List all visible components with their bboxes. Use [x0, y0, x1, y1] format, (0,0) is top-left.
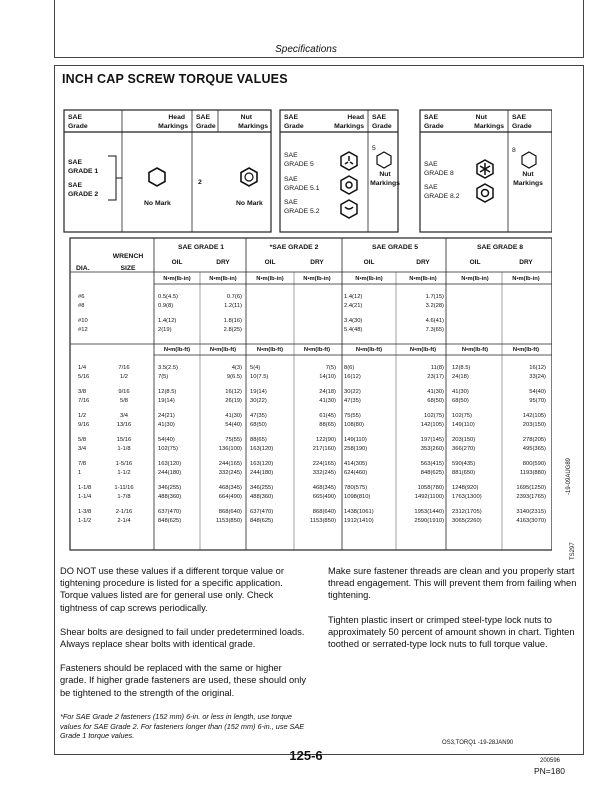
cell-value: 637(470): [158, 509, 182, 515]
hdr-sae-grade-5: SAE: [424, 114, 438, 121]
cell-value: 149(110): [452, 422, 475, 428]
hex-head-grade8-icon: [477, 160, 493, 178]
cell-wrench: 1-11/16: [114, 485, 134, 491]
hdr-sae-grade-3b: Grade: [284, 123, 304, 130]
hdr-sae-grade-4: SAE: [372, 114, 386, 121]
cell-value: 800(590): [522, 461, 546, 467]
th-unit-in: N•m(lb-in): [461, 276, 489, 282]
cell-dia: 1: [78, 470, 82, 476]
cell-value: 848(625): [420, 470, 444, 476]
cell-value: 2.4(21): [344, 303, 363, 309]
small-number: 200596: [540, 758, 561, 764]
table-row: [78, 389, 546, 395]
torque-table: [70, 238, 552, 550]
cell-value: 468(345): [218, 485, 242, 491]
cell-dia: #8: [78, 303, 85, 309]
cell-dia: 7/8: [78, 461, 87, 467]
g2-nut: Nut: [379, 171, 391, 178]
th-oil: OIL: [264, 259, 276, 266]
th-unit-in: N•m(lb-in): [303, 276, 331, 282]
section-title: INCH CAP SCREW TORQUE VALUES: [62, 72, 288, 86]
cell-value: 68(50): [427, 398, 444, 404]
cell-value: 1492(1100): [414, 494, 444, 500]
cell-value: 5.4(48): [344, 327, 363, 333]
cell-value: 8(6): [344, 365, 355, 371]
cell-wrench: 7/16: [118, 365, 130, 371]
hdr-sae-grade-1b: Grade: [68, 123, 88, 130]
side-code: -19-09AUG89: [566, 457, 572, 495]
cell-value: 54(40): [158, 437, 175, 443]
cell-value: 780(575): [344, 485, 368, 491]
hdr-sae-grade-6: SAE: [512, 114, 526, 121]
cell-dia: 1/4: [78, 365, 87, 371]
hex-head-grade52-icon: [341, 200, 357, 218]
cell-value: 366(270): [452, 446, 476, 452]
cell-value: 9(6.5): [226, 374, 242, 380]
cell-value: 16(12): [344, 374, 361, 380]
header-rule: [54, 57, 584, 58]
table-row: [78, 398, 546, 404]
cell-value: 163(120): [250, 446, 274, 452]
cell-value: 41(30): [319, 398, 336, 404]
cell-dia: 3/4: [78, 446, 87, 452]
cell-value: 19(14): [158, 398, 175, 404]
cell-value: 12(8.5): [452, 365, 471, 371]
cell-value: 102(75): [158, 446, 178, 452]
hdr-sae-grade-4b: Grade: [372, 123, 392, 130]
cell-value: 244(180): [250, 470, 274, 476]
g1-grade-nut: 2: [198, 179, 202, 186]
cell-value: 203(150): [522, 422, 546, 428]
cell-dia: 7/16: [78, 398, 90, 404]
cell-value: 258(190): [344, 446, 368, 452]
cell-value: 1.4(12): [344, 294, 363, 300]
table-row: [78, 470, 546, 476]
torque-figure: [62, 104, 552, 552]
cell-value: 3.4(30): [344, 318, 363, 324]
cell-value: 102(75): [452, 413, 472, 419]
g1-sae: SAE: [68, 159, 82, 166]
cell-value: 848(625): [250, 518, 274, 524]
cell-value: 563(415): [420, 461, 444, 467]
th-unit-in: N•m(lb-in): [163, 276, 191, 282]
cell-dia: 9/16: [78, 422, 90, 428]
th-wrench: WRENCH: [112, 253, 144, 260]
cell-dia: 1-3/8: [78, 509, 92, 515]
cell-value: 54(40): [225, 422, 242, 428]
cell-value: 30(22): [250, 398, 267, 404]
cell-value: 7.3(65): [425, 327, 444, 333]
cell-value: 88(65): [319, 422, 336, 428]
g3-grade82: GRADE 8.2: [424, 193, 460, 200]
cell-value: 346(255): [250, 485, 274, 491]
paragraph-threads: Make sure fastener threads are clean and you properly start thread engagement. This will prevent them from failing when tightening.: [328, 566, 577, 601]
cell-value: 136(100): [218, 446, 242, 452]
th-grade: *SAE GRADE 2: [269, 244, 319, 251]
cell-value: 75(55): [225, 437, 242, 443]
cell-value: 3.5(2.5): [158, 365, 178, 371]
hdr-head-markings-2b: Markings: [334, 123, 364, 130]
g2-sae52: SAE: [284, 199, 298, 206]
cell-value: 122(90): [316, 437, 336, 443]
cell-value: 88(65): [250, 437, 267, 443]
cell-value: 16(12): [225, 389, 242, 395]
cell-wrench: 15/16: [116, 437, 132, 443]
cell-wrench: 3/4: [119, 413, 129, 419]
g2-grade5: GRADE 5: [284, 161, 314, 168]
cell-value: 68(50): [452, 398, 469, 404]
cell-wrench: 5/8: [119, 398, 129, 404]
cell-value: 16(12): [529, 365, 546, 371]
cell-dia: #6: [78, 294, 85, 300]
file-code: OS3,TORQ1 -19-28JAN90: [442, 740, 514, 746]
th-grade: SAE GRADE 8: [476, 244, 524, 251]
hex-head-plain-icon: [149, 168, 165, 186]
th-wrench-size: SIZE: [120, 265, 136, 272]
g1-sae2: SAE: [68, 182, 82, 189]
cell-value: 2393(1765): [516, 494, 546, 500]
th-unit-ft: N•m(lb-ft): [355, 347, 383, 353]
cell-value: 3140(2315): [516, 509, 546, 515]
cell-value: 664(490): [218, 494, 242, 500]
cell-value: 332(245): [312, 470, 336, 476]
cell-value: 163(120): [250, 461, 274, 467]
hdr-sae-grade-2: SAE: [196, 114, 210, 121]
cell-dia: 1/2: [78, 413, 87, 419]
cell-wrench: 1-5/16: [115, 461, 133, 467]
cell-value: 488(360): [250, 494, 274, 500]
table-row: [78, 422, 546, 428]
hex-nut-grade8-icon: [522, 152, 536, 168]
cell-wrench: 9/16: [118, 389, 130, 395]
cell-value: 41(30): [158, 422, 175, 428]
th-unit-ft: N•m(lb-ft): [209, 347, 237, 353]
cell-value: 5(4): [250, 365, 261, 371]
th-oil: OIL: [363, 259, 375, 266]
cell-value: 197(145): [420, 437, 444, 443]
cell-value: 102(75): [424, 413, 444, 419]
cell-dia: 1-1/2: [78, 518, 92, 524]
cell-value: 1248(920): [452, 485, 479, 491]
page-number: 125-6: [289, 748, 323, 763]
cell-value: 61(45): [319, 413, 336, 419]
cell-value: 41(30): [452, 389, 469, 395]
cell-value: 4163(3070): [516, 518, 546, 524]
cell-value: 24(18): [452, 374, 469, 380]
hdr-nut-markings-b: Markings: [238, 123, 268, 130]
cell-wrench: 1-1/2: [117, 470, 131, 476]
hdr-head-markings: Head: [168, 114, 185, 121]
g3-sae82: SAE: [424, 184, 438, 191]
th-unit-ft: N•m(lb-ft): [461, 347, 489, 353]
cell-value: 848(625): [158, 518, 182, 524]
cell-value: 488(360): [158, 494, 182, 500]
hex-nut-grade5-icon: [377, 152, 391, 168]
g1-no-mark-nut: No Mark: [236, 200, 263, 207]
side-id: TS297: [570, 542, 576, 560]
th-unit-in: N•m(lb-in): [209, 276, 237, 282]
hdr-sae-grade-1: SAE: [68, 114, 82, 121]
cell-value: 47(35): [250, 413, 267, 419]
cell-value: 33(24): [529, 374, 546, 380]
g2-grade-nut: 5: [372, 145, 376, 152]
th-dry: DRY: [416, 259, 430, 266]
cell-value: 14(10): [319, 374, 336, 380]
th-dry: DRY: [310, 259, 324, 266]
table-row: [78, 446, 546, 452]
g1-no-mark-head: No Mark: [144, 200, 171, 207]
cell-value: 468(345): [312, 485, 336, 491]
cell-value: 1953(1440): [414, 509, 444, 515]
cell-value: 332(245): [218, 470, 242, 476]
cell-value: 30(22): [344, 389, 361, 395]
hex-head-grade82-icon: [477, 184, 493, 202]
th-oil: OIL: [171, 259, 183, 266]
cell-value: 1.8(16): [223, 318, 242, 324]
cell-dia: 3/8: [78, 389, 87, 395]
hdr-sae-grade-3: SAE: [284, 114, 298, 121]
cell-value: 0.9(8): [158, 303, 174, 309]
cell-value: 142(105): [522, 413, 546, 419]
th-unit-ft: N•m(lb-ft): [303, 347, 331, 353]
cell-value: 2(19): [158, 327, 172, 333]
cell-value: 495(365): [522, 446, 546, 452]
cell-value: 26(19): [225, 398, 242, 404]
g3-markings: Markings: [513, 180, 543, 187]
cell-value: 95(70): [529, 398, 546, 404]
th-dry: DRY: [216, 259, 230, 266]
cell-value: 637(470): [250, 509, 274, 515]
table-row: [78, 413, 546, 419]
th-unit-in: N•m(lb-in): [355, 276, 383, 282]
cell-value: 68(50): [250, 422, 267, 428]
cell-value: 868(640): [312, 509, 336, 515]
g1-grade1: GRADE 1: [68, 168, 99, 175]
cell-value: 353(260): [420, 446, 444, 452]
cell-value: 11(8): [430, 365, 444, 371]
table-row: [78, 318, 444, 324]
cell-wrench: 13/16: [116, 422, 132, 428]
cell-value: 2590(1910): [414, 518, 444, 524]
paragraph-shear-bolts: Shear bolts are designed to fail under predetermined loads. Always replace shear bolts with identical grade.: [60, 626, 305, 650]
hdr-head-markings-b: Markings: [158, 123, 188, 130]
cell-value: 1763(1300): [452, 494, 482, 500]
g1-grade2: GRADE 2: [68, 191, 99, 198]
th-grade: SAE GRADE 5: [371, 244, 419, 251]
table-row: [78, 461, 546, 467]
cell-dia: 5/16: [78, 374, 90, 380]
th-unit-in: N•m(lb-in): [512, 276, 540, 282]
cell-wrench: 1-1/8: [117, 446, 131, 452]
table-row: [78, 509, 546, 515]
th-unit-ft: N•m(lb-ft): [256, 347, 284, 353]
hdr-sae-grade-6b: Grade: [512, 123, 532, 130]
cell-value: 1695(1250): [516, 485, 546, 491]
cell-value: 23(17): [427, 374, 444, 380]
cell-value: 1098(810): [344, 494, 371, 500]
cell-value: 163(120): [158, 461, 182, 467]
table-row: [78, 294, 444, 300]
right-column: [328, 565, 578, 662]
cell-value: 0.7(6): [226, 294, 242, 300]
cell-value: 346(255): [158, 485, 182, 491]
cell-dia: #10: [78, 318, 88, 324]
cell-value: 2.8(25): [223, 327, 242, 333]
hdr-head-markings-2: Head: [347, 114, 364, 121]
g3-sae8: SAE: [424, 161, 438, 168]
th-unit-ft: N•m(lb-ft): [409, 347, 437, 353]
g2-sae51: SAE: [284, 176, 298, 183]
cell-value: 75(55): [344, 413, 361, 419]
g3-grade-nut: 8: [512, 147, 516, 154]
cell-value: 3065(2260): [452, 518, 482, 524]
cell-value: 54(40): [529, 389, 546, 395]
cell-value: 149(110): [344, 437, 367, 443]
cell-value: 10(7.5): [250, 374, 269, 380]
th-unit-in: N•m(lb-in): [256, 276, 284, 282]
cell-value: 41(30): [225, 413, 242, 419]
cell-value: 217(160): [312, 446, 336, 452]
cell-wrench: 2-1/4: [117, 518, 131, 524]
cell-wrench: 1-7/8: [117, 494, 131, 500]
hex-head-grade5-icon: [341, 152, 357, 170]
hdr-nut-markings-2: Nut: [475, 114, 487, 121]
cell-value: 7(5): [158, 374, 169, 380]
cell-value: 665(490): [312, 494, 336, 500]
table-row: [78, 437, 546, 443]
hdr-sae-grade-2b: Grade: [196, 123, 216, 130]
th-unit-ft: N•m(lb-ft): [163, 347, 191, 353]
cell-value: 1.7(15): [425, 294, 444, 300]
pn-number: PN=180: [534, 766, 565, 776]
cell-value: 278(205): [522, 437, 546, 443]
cell-value: 624(460): [344, 470, 368, 476]
hdr-nut-markings-2b: Markings: [474, 123, 504, 130]
table-row: [78, 518, 546, 524]
th-oil: OIL: [469, 259, 481, 266]
cell-value: 244(180): [158, 470, 182, 476]
cell-value: 24(21): [158, 413, 175, 419]
table-row: [78, 327, 444, 333]
paragraph-not-use: DO NOT use these values if a different torque value or tightening procedure is listed for a specific application. Torque values listed are for general use only. Check tightness of cap screws periodically.: [60, 566, 284, 613]
hdr-sae-grade-5b: Grade: [424, 123, 444, 130]
th-unit-ft: N•m(lb-ft): [512, 347, 540, 353]
hex-head-grade51-icon: [341, 176, 357, 194]
cell-value: 203(150): [452, 437, 476, 443]
th-dia: DIA.: [76, 265, 90, 272]
g2-markings: Markings: [370, 180, 400, 187]
cell-value: 414(305): [344, 461, 368, 467]
th-dry: DRY: [519, 259, 533, 266]
cell-dia: 5/8: [78, 437, 87, 443]
cell-value: 4.6(41): [425, 318, 444, 324]
cell-value: 868(640): [218, 509, 242, 515]
markings-table: [64, 110, 552, 232]
table-row: [78, 494, 546, 500]
cell-wrench: 2-1/16: [115, 509, 133, 515]
th-grade: SAE GRADE 1: [177, 244, 225, 251]
g2-grade52: GRADE 5.2: [284, 208, 320, 215]
paragraph-replacement: Fasteners should be replaced with the same or higher grade. If higher grade fasteners are used, these should only be tightened to the strength of the original.: [60, 663, 307, 698]
cell-value: 1912(1410): [344, 518, 374, 524]
g2-grade51: GRADE 5.1: [284, 185, 320, 192]
cell-dia: 1-1/4: [78, 494, 92, 500]
cell-value: 1058(780): [417, 485, 444, 491]
cell-dia: 1-1/8: [78, 485, 92, 491]
cell-value: 1153(850): [216, 518, 242, 524]
table-row: [78, 303, 444, 309]
cell-value: 4(3): [231, 365, 242, 371]
cell-value: 7(5): [325, 365, 336, 371]
hdr-nut-markings: Nut: [240, 114, 252, 121]
g3-grade8: GRADE 8: [424, 170, 454, 177]
g3-nut: Nut: [522, 171, 534, 178]
table-row: [78, 365, 546, 371]
g2-sae5: SAE: [284, 152, 298, 159]
hex-nut-plain-icon: [241, 168, 257, 186]
cell-value: 1.2(11): [224, 303, 242, 309]
table-row: [78, 485, 546, 491]
cell-value: 19(14): [250, 389, 267, 395]
cell-value: 881(650): [452, 470, 476, 476]
cell-value: 1.4(12): [158, 318, 177, 324]
cell-value: 41(30): [427, 389, 444, 395]
footnote: *For SAE Grade 2 fasteners (152 mm) 6-in. or less in length, use torque values for SAE Grade 2. For fasteners longer than (152 mm) 6-in., use SAE Grade 1 torque values.: [60, 712, 305, 740]
cell-value: 142(105): [420, 422, 444, 428]
left-column: [60, 565, 310, 711]
cell-value: 224(165): [312, 461, 336, 467]
cell-value: 2312(1705): [452, 509, 482, 515]
table-row: [78, 374, 546, 380]
cell-value: 590(435): [452, 461, 476, 467]
cell-value: 24(18): [319, 389, 336, 395]
cell-value: 1438(1061): [344, 509, 374, 515]
cell-value: 108(80): [344, 422, 364, 428]
cell-value: 244(165): [218, 461, 242, 467]
cell-value: 12(8.5): [158, 389, 177, 395]
paragraph-lock-nuts: Tighten plastic insert or crimped steel-type lock nuts to approximately 50 percent of amount shown in chart. Tighten toothed or serrated-type lock nuts to full torque value.: [328, 614, 575, 650]
cell-wrench: 1/2: [119, 374, 129, 380]
cell-value: 1193(880): [520, 470, 546, 476]
cell-value: 0.5(4.5): [158, 294, 178, 300]
th-unit-in: N•m(lb-in): [409, 276, 437, 282]
cell-dia: #12: [78, 327, 88, 333]
page-header-title: Specifications: [275, 44, 337, 55]
cell-value: 1153(850): [310, 518, 336, 524]
cell-value: 47(35): [344, 398, 361, 404]
cell-value: 3.2(28): [425, 303, 444, 309]
